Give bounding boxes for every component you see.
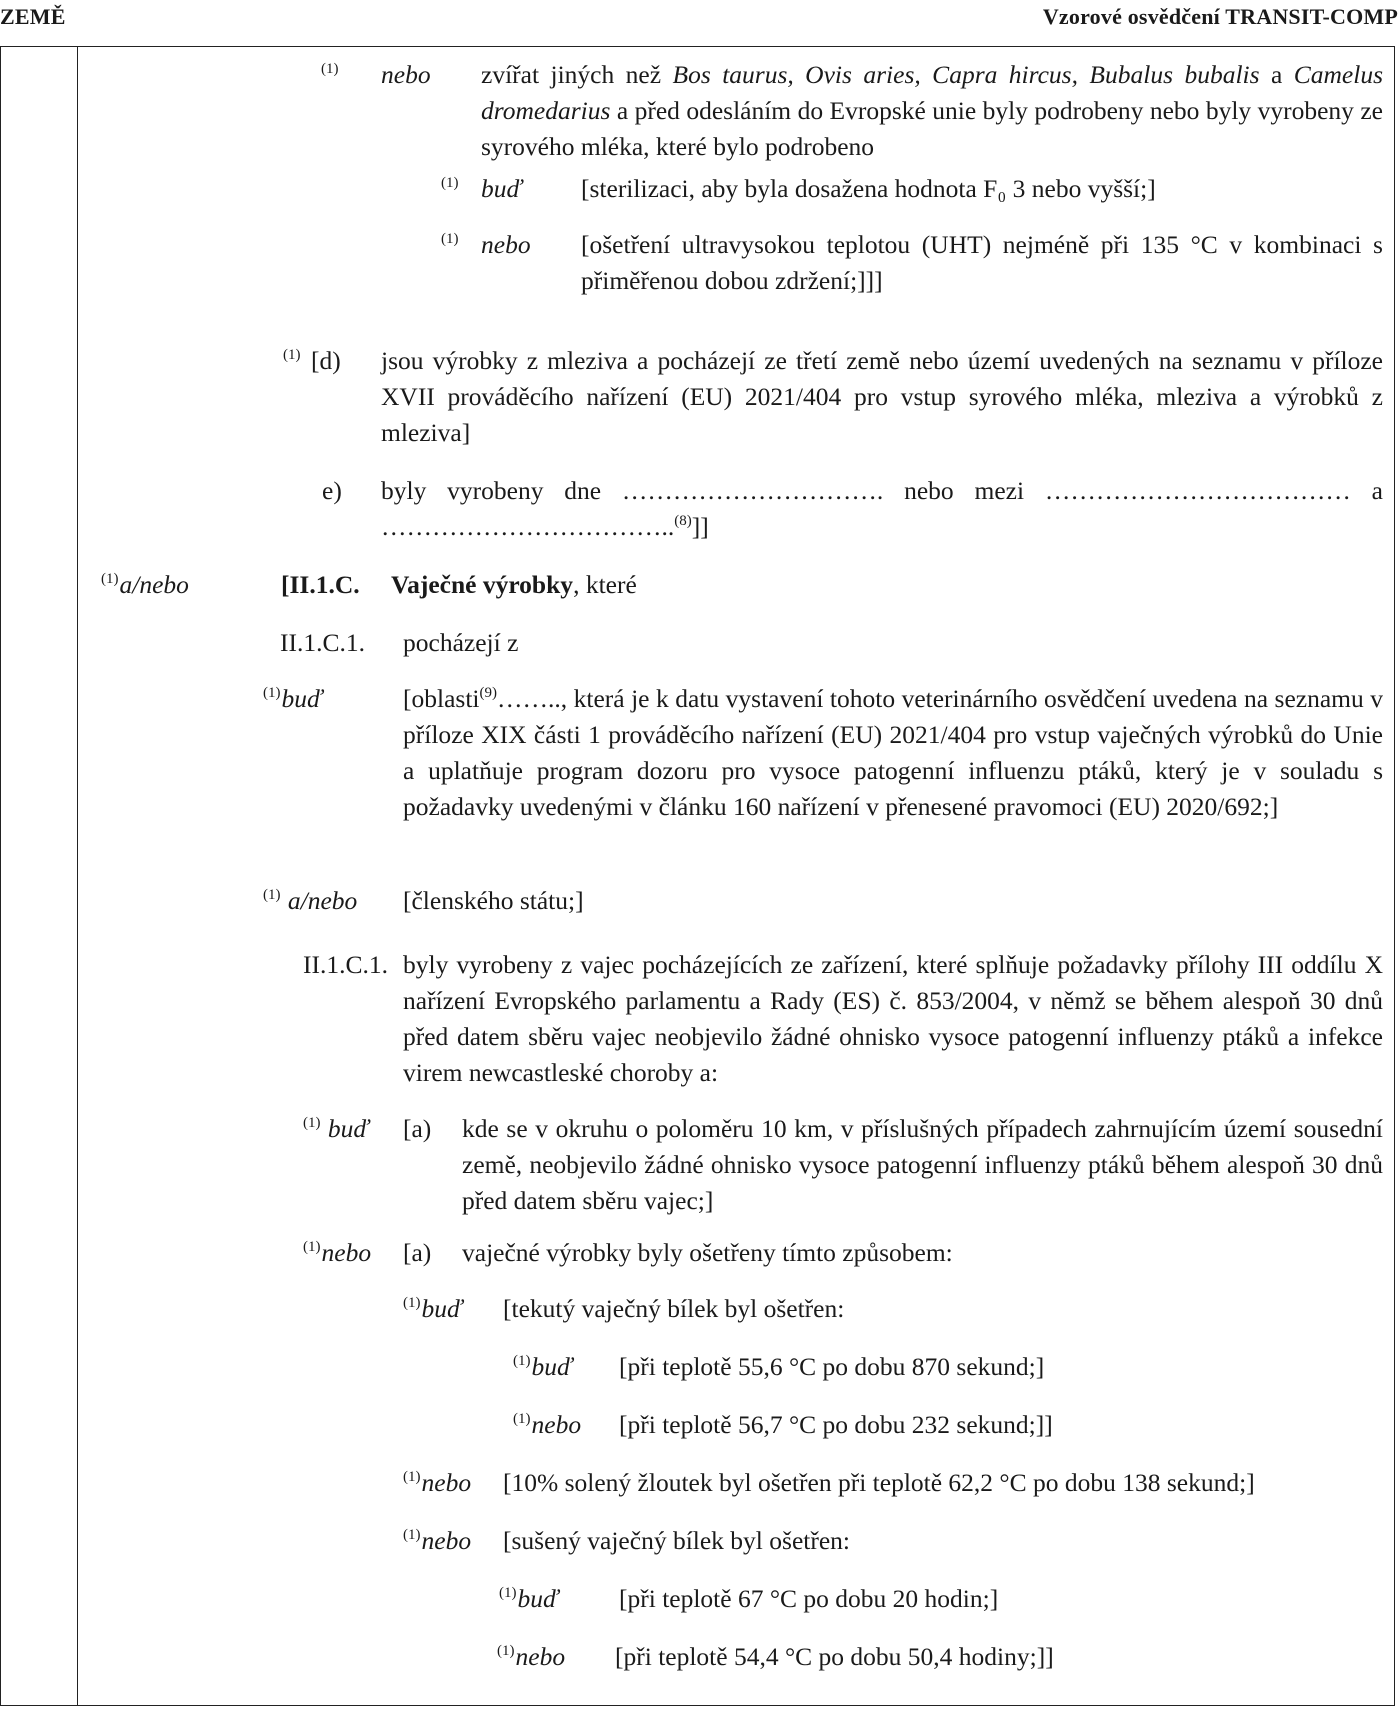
b6-label: $^{(1)}$a/nebo [101,570,189,599]
b2-text: [sterilizaci, aby byla dosažena hodnota F₀ 3 nebo vyšší;] [581,174,1156,203]
b19-text: [při teplotě 54,4 °C po dobu 50,4 hodiny;]] [615,1642,1054,1671]
b7-text: pocházejí z [403,628,519,657]
column-divider [77,47,78,1706]
b12-label: $^{(1)}$nebo [303,1238,372,1267]
b5-label: e) [322,476,342,505]
b2-label: buď [481,174,523,203]
b13-label: $^{(1)}$buď [403,1294,463,1323]
b8-text: [oblasti$^{(9)}$…….., která je k datu vystavení tohoto veterinárního osvědčení uvedena na seznamu v příloze XIX části 1 prováděcího nařízení (EU) 2021/404 pro vstup vaječných výrobků do Unie a uplatňuje program dozoru pro vysoce patogenní influenzu ptáků, který je v souladu s požadavky uvedenými v článku 160 nařízení v přenesené pravomoci (EU) 2020/692;] [403,684,1383,821]
b4-sup: (1) [283,347,301,363]
header-country: ZEMĚ [0,4,66,29]
b12-code: [a) [403,1238,432,1267]
b15-text: [při teplotě 56,7 °C po dobu 232 sekund;]] [619,1410,1053,1439]
b1-text: zvířat jiných než Bos taurus, Ovis aries, Capra hircus, Bubalus bubalis a Camelus dromedarius a před odesláním do Evropské unie byly podrobeny nebo byly vyrobeny ze syrového mléka, které bylo podrobeno [481,60,1383,161]
b16-text: [10% solený žloutek byl ošetřen při teplotě 62,2 °C po dobu 138 sekund;] [503,1468,1255,1497]
b1-sup: (1) [321,61,339,77]
b7-code: II.1.C.1. [280,628,365,657]
b11-text: kde se v okruhu o poloměru 10 km, v příslušných případech zahrnujícím území sousední země, neobjevilo žádné ohnisko vysoce patogenní influenzy ptáků během alespoň 30 dnů před datem sběru vajec;] [462,1114,1383,1215]
b2-sup: (1) [441,175,459,191]
b3-text: [ošetření ultravysokou teplotou (UHT) nejméně při 135 °C v kombinaci s přiměřenou dobou zdržení;]]] [581,230,1383,295]
b11-code: [a) [403,1114,432,1143]
b3-label: nebo [481,230,531,259]
b1-label: nebo [381,60,431,89]
b13-text: [tekutý vaječný bílek byl ošetřen: [503,1294,845,1323]
b4-label: [d) [311,346,341,375]
b16-label: $^{(1)}$nebo [403,1468,472,1497]
b14-label: $^{(1)}$buď [513,1352,573,1381]
header-certificate-title: Vzorové osvědčení TRANSIT-COMP [1042,4,1398,29]
certificate-frame [0,46,1395,1706]
b12-text: vaječné výrobky byly ošetřeny tímto způsobem: [462,1238,953,1267]
b18-text: [při teplotě 67 °C po dobu 20 hodin;] [619,1584,999,1613]
b10-text: byly vyrobeny z vajec pocházejících ze zařízení, které splňuje požadavky přílohy III oddílu X nařízení Evropského parlamentu a Rady (ES) č. 853/2004, v němž se během alespoň 30 dnů před datem sběru vajec neobjevilo žádné ohnisko vysoce patogenní influenzy ptáků a infekce virem newcastleské choroby a: [403,950,1383,1087]
b8-label: $^{(1)}$buď [263,684,323,713]
b19-label: $^{(1)}$nebo [497,1642,566,1671]
b18-label: $^{(1)}$buď [499,1584,559,1613]
b5-text: byly vyrobeny dne …………………………. nebo mezi ……………………………… a ……………………………..$^{(8)}$]] [381,476,1383,541]
b14-text: [při teplotě 55,6 °C po dobu 870 sekund;] [619,1352,1045,1381]
b11-label: $^{(1)}$ buď [303,1114,369,1143]
b9-text: [členského státu;] [403,886,584,915]
b10-code: II.1.C.1. [303,950,388,979]
frame-bottom-border [1,1705,1394,1706]
b9-label: $^{(1)}$ a/nebo [263,886,358,915]
b6-code: [II.1.C. [281,570,360,599]
b17-text: [sušený vaječný bílek byl ošetřen: [503,1526,850,1555]
b15-label: $^{(1)}$nebo [513,1410,582,1439]
b17-label: $^{(1)}$nebo [403,1526,472,1555]
b6-title: Vaječné výrobky, které [391,570,637,599]
b3-sup: (1) [441,231,459,247]
b4-text: jsou výrobky z mleziva a pocházejí ze třetí země nebo území uvedených na seznamu v příloze XVII prováděcího nařízení (EU) 2021/404 pro vstup syrového mléka, mleziva a výrobků z mleziva] [381,346,1383,447]
